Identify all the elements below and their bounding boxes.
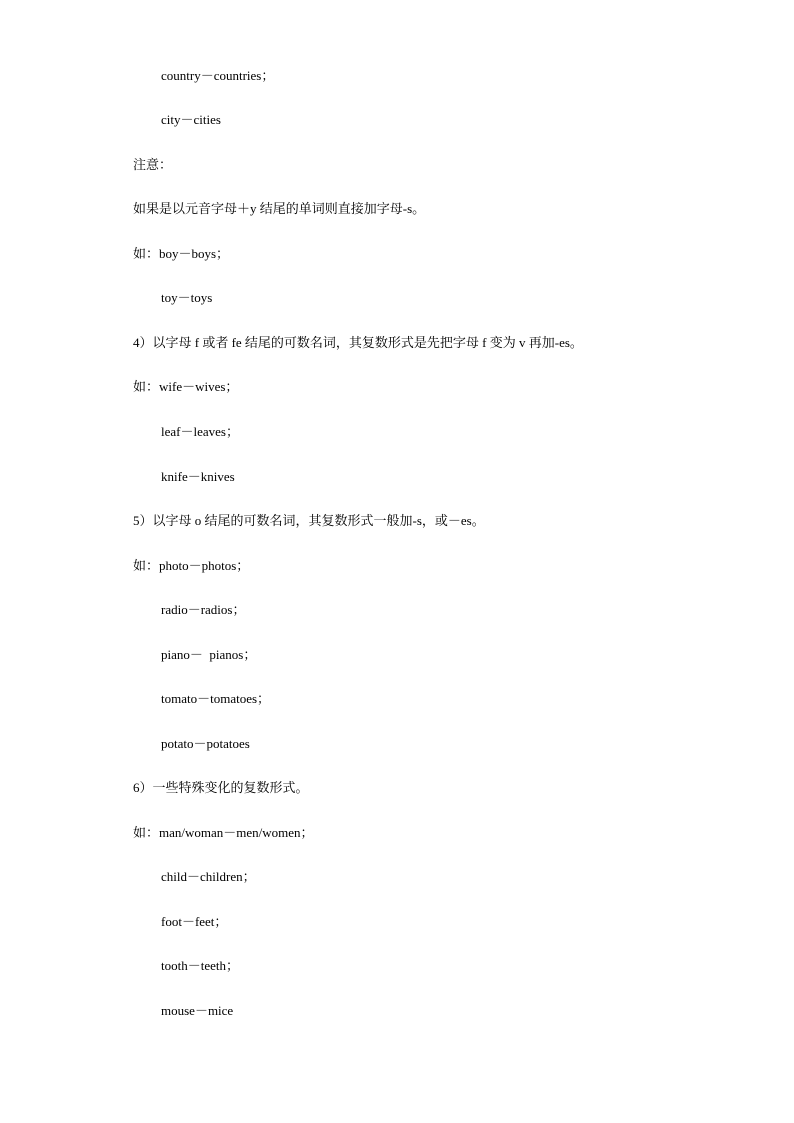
example-leaf: leaf－leaves； xyxy=(161,424,239,439)
example-city: city－cities xyxy=(161,112,221,127)
example-foot: foot－feet； xyxy=(161,914,228,929)
rule-5: 5）以字母 o 结尾的可数名词，其复数形式一般加-s，或－es。 xyxy=(133,513,485,528)
note-heading: 注意： xyxy=(133,157,173,172)
example-piano: piano－ pianos； xyxy=(161,647,257,662)
example-wife: 如：wife－wives； xyxy=(133,379,239,394)
example-photo: 如：photo－photos； xyxy=(133,558,250,573)
example-boy: 如：boy－boys； xyxy=(133,246,230,261)
example-man-woman: 如：man/woman－men/women； xyxy=(133,825,314,840)
rule-4: 4）以字母 f 或者 fe 结尾的可数名词，其复数形式是先把字母 f 变为 v 再加-es。 xyxy=(133,335,583,350)
note-text: 如果是以元音字母＋y 结尾的单词则直接加字母-s。 xyxy=(133,201,426,216)
example-tomato: tomato－tomatoes； xyxy=(161,691,271,706)
example-mouse: mouse－mice xyxy=(161,1003,234,1018)
example-tooth: tooth－teeth； xyxy=(161,958,239,973)
example-knife: knife－knives xyxy=(161,469,235,484)
example-child: child－children； xyxy=(161,869,256,884)
example-potato: potato－potatoes xyxy=(161,736,250,751)
example-country: country－countries； xyxy=(161,68,275,83)
rule-6: 6）一些特殊变化的复数形式。 xyxy=(133,780,309,795)
example-toy: toy－toys xyxy=(161,290,213,305)
example-radio: radio－radios； xyxy=(161,602,246,617)
